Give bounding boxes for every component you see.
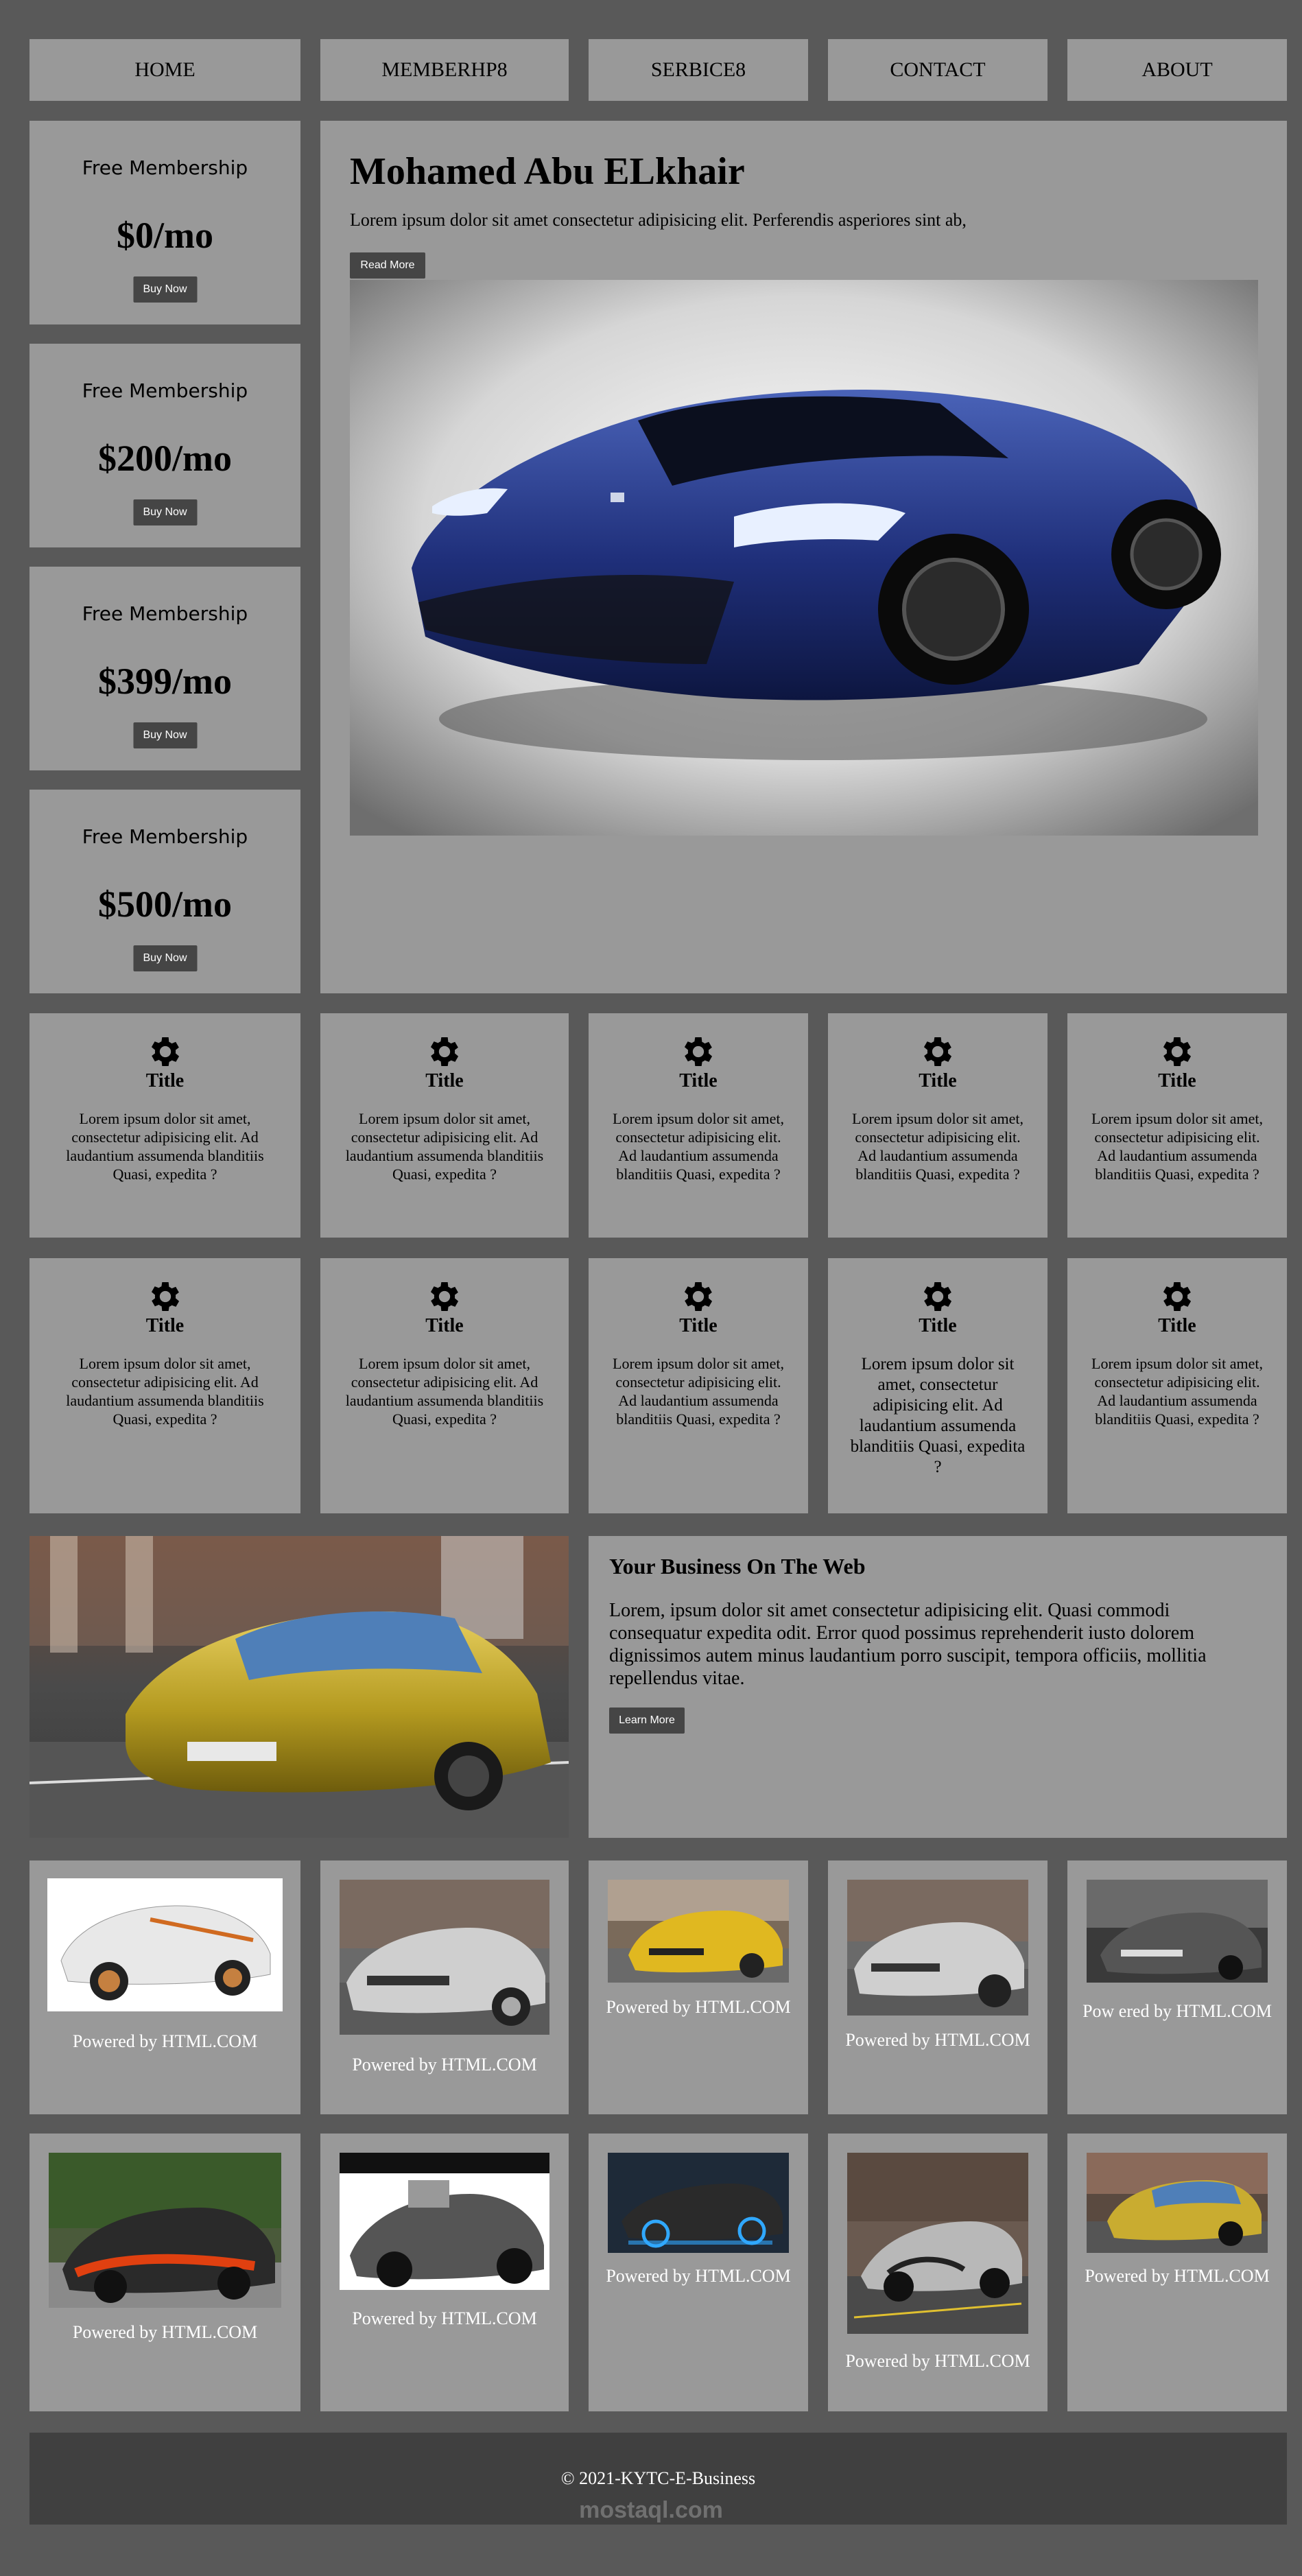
feature-title: Title xyxy=(145,1315,185,1336)
buy-now-button[interactable]: Buy Now xyxy=(133,276,197,303)
feature-title: Title xyxy=(425,1070,464,1091)
feature-card xyxy=(828,1013,1047,1238)
pricing-card xyxy=(29,121,300,324)
watermark-logo: mostaql.com xyxy=(579,2497,723,2523)
modified-camaro-illustration xyxy=(340,2153,549,2290)
read-more-button[interactable]: Read More xyxy=(350,252,425,279)
gallery-caption: Powered by HTML.COM xyxy=(72,2031,258,2051)
plan-name: Free Membership xyxy=(82,825,248,848)
buy-now-button[interactable]: Buy Now xyxy=(133,722,197,748)
gear-icon xyxy=(679,1032,718,1071)
feature-text: Lorem ipsum dolor sit amet, consectetur adipisicing elit. Ad laudantium assumenda blanditiis Quasi, expedita ? xyxy=(66,1355,264,1428)
gear-icon xyxy=(425,1277,464,1316)
gallery-caption: Powered by HTML.COM xyxy=(352,2308,537,2328)
car-photo xyxy=(1087,1880,1268,1983)
gallery-caption: Powered by HTML.COM xyxy=(845,2351,1030,2371)
gallery-card xyxy=(320,2134,569,2411)
yellow-bmw-illustration xyxy=(29,1536,569,1838)
business-section xyxy=(589,1536,1287,1838)
hero-title: Mohamed Abu ELkhair xyxy=(350,150,745,193)
gallery-caption: Powered by HTML.COM xyxy=(72,2322,258,2342)
feature-title: Title xyxy=(679,1315,718,1336)
yellow-camaro-illustration xyxy=(608,1880,789,1983)
nav-item-about[interactable]: ABOUT xyxy=(1067,39,1287,101)
plan-price: $200/mo xyxy=(98,438,232,479)
plan-price: $500/mo xyxy=(98,884,232,925)
feature-text: Lorem ipsum dolor sit amet, consectetur adipisicing elit. Ad laudantium assumenda blanditiis Quasi, expedita ? xyxy=(1091,1355,1263,1428)
buy-now-button[interactable]: Buy Now xyxy=(133,945,197,971)
car-photo xyxy=(608,2153,789,2253)
car-photo xyxy=(340,2153,549,2290)
business-title: Your Business On The Web xyxy=(609,1554,866,1579)
feature-card xyxy=(589,1258,808,1513)
feature-text: Lorem ipsum dolor sit amet, consectetur adipisicing elit. Ad laudantium assumenda blanditiis Quasi, expedita ? xyxy=(66,1110,264,1183)
feature-text: Lorem ipsum dolor sit amet, consectetur adipisicing elit. Ad laudantium assumenda blanditiis Quasi, expedita ? xyxy=(345,1355,544,1428)
gear-icon xyxy=(425,1032,464,1071)
plan-name: Free Membership xyxy=(82,602,248,625)
gallery-caption: Powered by HTML.COM xyxy=(352,2055,537,2075)
feature-title: Title xyxy=(679,1070,718,1091)
feature-text: Lorem ipsum dolor sit amet, consectetur adipisicing elit. Ad laudantium assumenda blanditiis Quasi, expedita ? xyxy=(345,1110,544,1183)
nav-item-services[interactable]: SERBICE8 xyxy=(589,39,808,101)
feature-card xyxy=(1067,1258,1287,1513)
gear-icon xyxy=(679,1277,718,1316)
copyright-text: © 2021-KYTC-E-Business xyxy=(560,2468,756,2488)
car-photo xyxy=(847,1880,1028,2016)
car-photo xyxy=(1087,2153,1268,2253)
plan-price: $0/mo xyxy=(117,215,213,256)
plan-price: $399/mo xyxy=(98,661,232,702)
feature-title: Title xyxy=(919,1315,957,1336)
hero-car-image xyxy=(350,280,1258,836)
car-photo xyxy=(608,1880,789,1983)
gear-icon xyxy=(919,1032,957,1071)
gallery-caption: Pow ered by HTML.COM xyxy=(1082,2001,1272,2021)
car-photo xyxy=(847,2153,1028,2334)
feature-text: Lorem ipsum dolor sit amet, consectetur adipisicing elit. Ad laudantium assumenda blanditiis Quasi, expedita ? xyxy=(850,1355,1026,1476)
gear-icon xyxy=(146,1032,185,1071)
gallery-caption: Powered by HTML.COM xyxy=(606,1997,791,2017)
pricing-card xyxy=(29,344,300,547)
pricing-card xyxy=(29,567,300,770)
gallery-card xyxy=(1067,1860,1287,2114)
gallery-card xyxy=(589,1860,808,2114)
bugatti-veyron-illustration xyxy=(49,2153,281,2308)
feature-card xyxy=(29,1258,300,1513)
feature-card xyxy=(320,1013,569,1238)
neon-lamborghini-illustration xyxy=(608,2153,789,2253)
gallery-card xyxy=(320,1860,569,2114)
feature-text: Lorem ipsum dolor sit amet, consectetur adipisicing elit. Ad laudantium assumenda blanditiis Quasi, expedita ? xyxy=(1091,1110,1263,1183)
blue-sports-car-illustration xyxy=(350,280,1258,836)
learn-more-button[interactable]: Learn More xyxy=(609,1708,685,1734)
hero-section xyxy=(320,121,1287,993)
feature-text: Lorem ipsum dolor sit amet, consectetur adipisicing elit. Ad laudantium assumenda blanditiis Quasi, expedita ? xyxy=(852,1110,1023,1183)
gallery-card xyxy=(29,2134,300,2411)
nav-item-contact[interactable]: CONTACT xyxy=(828,39,1047,101)
white-orange-car-illustration xyxy=(47,1878,283,2011)
feature-title: Title xyxy=(1158,1070,1196,1091)
feature-card xyxy=(1067,1013,1287,1238)
gallery-caption: Powered by HTML.COM xyxy=(606,2266,791,2286)
gear-icon xyxy=(1158,1032,1196,1071)
car-photo xyxy=(47,1878,283,2011)
plan-name: Free Membership xyxy=(82,156,248,179)
car-photo xyxy=(49,2153,281,2308)
gallery-card xyxy=(828,2134,1047,2411)
dark-camaro-illustration xyxy=(1087,1880,1268,1983)
feature-title: Title xyxy=(919,1070,957,1091)
feature-title: Title xyxy=(1158,1315,1196,1336)
feature-title: Title xyxy=(425,1315,464,1336)
nav-item-members[interactable]: MEMBERHP8 xyxy=(320,39,569,101)
gallery-card xyxy=(1067,2134,1287,2411)
car-photo xyxy=(340,1880,549,2035)
gallery-caption: Powered by HTML.COM xyxy=(845,2030,1030,2050)
feature-card xyxy=(589,1013,808,1238)
feature-card xyxy=(29,1013,300,1238)
silver-camaro-illustration xyxy=(847,1880,1028,2016)
feature-card xyxy=(320,1258,569,1513)
business-car-image xyxy=(29,1536,569,1838)
feature-text: Lorem ipsum dolor sit amet, consectetur adipisicing elit. Ad laudantium assumenda blanditiis Quasi, expedita ? xyxy=(613,1110,784,1183)
feature-card xyxy=(828,1258,1047,1513)
gallery-card xyxy=(828,1860,1047,2114)
gear-icon xyxy=(919,1277,957,1316)
buy-now-button[interactable]: Buy Now xyxy=(133,499,197,525)
gallery-card xyxy=(589,2134,808,2411)
business-text: Lorem, ipsum dolor sit amet consectetur adipisicing elit. Quasi commodi consequatur expedita odit. Error quod possimus reprehenderit iusto dolorem dignissimos autem minus laudantium porro suscipit, tempora officiis, mollitia repellendus vitae. xyxy=(609,1600,1207,1689)
silver-camaro-illustration xyxy=(340,1880,549,2035)
feature-text: Lorem ipsum dolor sit amet, consectetur adipisicing elit. Ad laudantium assumenda blanditiis Quasi, expedita ? xyxy=(613,1355,784,1428)
gallery-caption: Powered by HTML.COM xyxy=(1085,2266,1270,2286)
nav-item-home[interactable]: HOME xyxy=(29,39,300,101)
hero-text: Lorem ipsum dolor sit amet consectetur adipisicing elit. Perferendis asperiores sint ab, xyxy=(350,210,967,230)
plan-name: Free Membership xyxy=(82,379,248,402)
gear-icon xyxy=(1158,1277,1196,1316)
gallery-card xyxy=(29,1860,300,2114)
bugatti-chiron-illustration xyxy=(847,2153,1028,2334)
yellow-bmw-illustration xyxy=(1087,2153,1268,2253)
feature-title: Title xyxy=(145,1070,185,1091)
pricing-card xyxy=(29,790,300,993)
gear-icon xyxy=(146,1277,185,1316)
